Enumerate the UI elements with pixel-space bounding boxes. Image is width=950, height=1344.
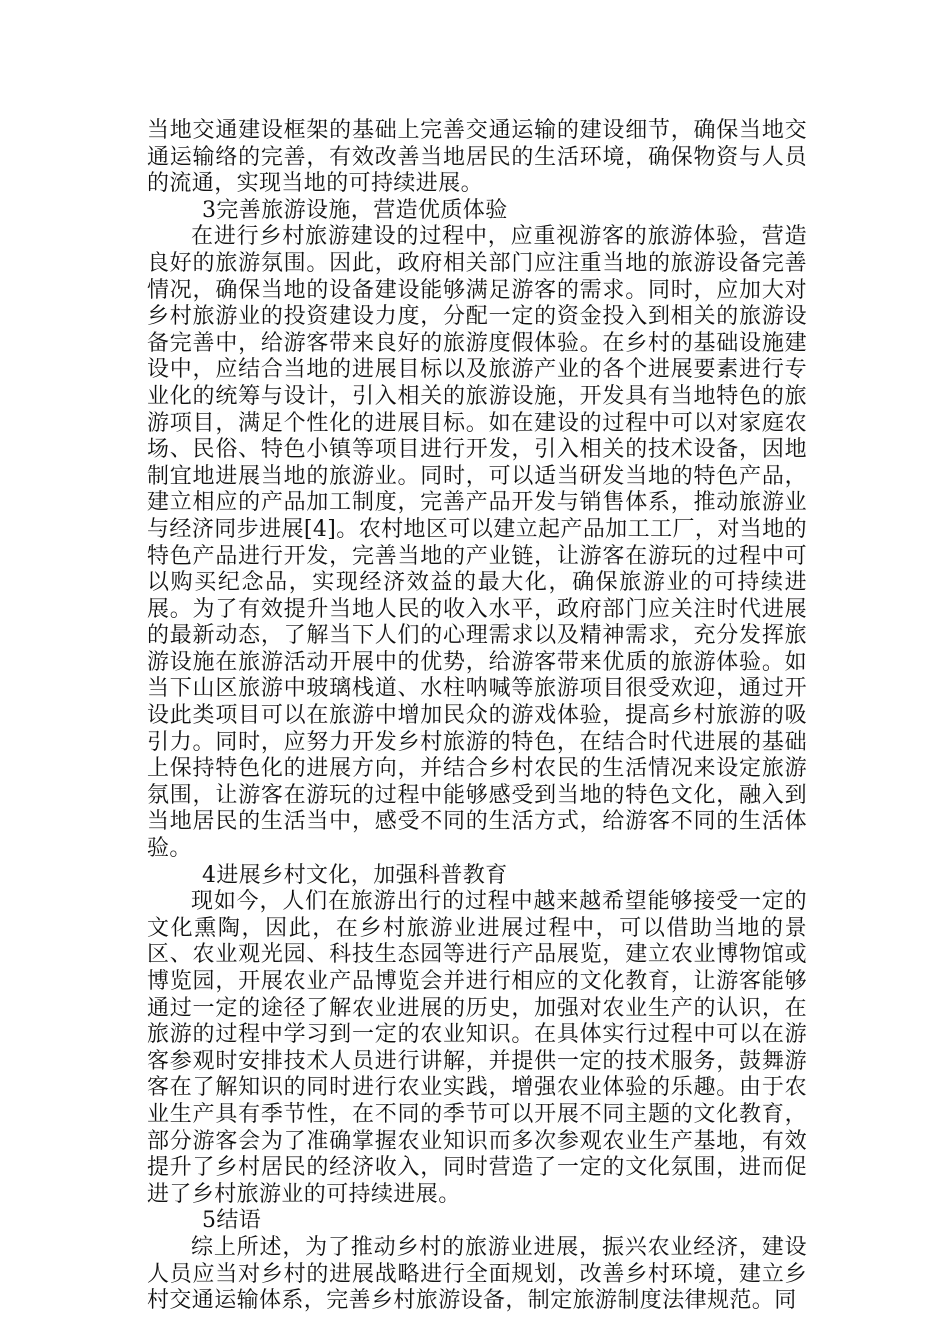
document-body: [147, 118, 807, 1315]
section-heading-5: 5结语: [202, 1208, 262, 1234]
paragraph-transport-continued: 当地交通建设框架的基础上完善交通运输的建设细节，确保当地交通运输络的完善，有效改善当地居民的生活环境，确保物资与人员的流通，实现当地的可持续进展。: [147, 118, 807, 197]
section-heading-4: 4进展乡村文化，加强科普教育: [202, 862, 508, 888]
paragraph-tourism-facilities: 在进行乡村旅游建设的过程中，应重视游客的旅游体验，营造良好的旅游氛围。因此，政府相关部门应注重当地的旅游设备完善情况，确保当地的设备建设能够满足游客的需求。同时，应加大对乡村旅游业的投资建设力度，分配一定的资金投入到相关的旅游设备完善中，给游客带来良好的旅游度假体验。在乡村的基础设施建设中，应结合当地的进展目标以及旅游产业的各个进展要素进行专业化的统筹与设计，引入相关的旅游设施，开发具有当地特色的旅游项目，满足个性化的进展目标。如在建设的过程中可以对家庭农场、民俗、特色小镇等项目进行开发，引入相关的技术设备，因地制宜地进展当地的旅游业。同时，可以适当研发当地的特色产品，建立相应的产品加工制度，完善产品开发与销售体系，推动旅游业与经济同步进展[4]。农村地区可以建立起产品加工工厂，对当地的特色产品进行开发，完善当地的产业链，让游客在游玩的过程中可以购买纪念品，实现经济效益的最大化，确保旅游业的可持续进展。为了有效提升当地人民的收入水平，政府部门应关注时代进展的最新动态，了解当下人们的心理需求以及精神需求，充分发挥旅游设施在旅游活动开展中的优势，给游客带来优质的旅游体验。如当下山区旅游中玻璃栈道、水柱呐喊等旅游项目很受欢迎，通过开设此类项目可以在旅游中增加民众的游戏体验，提高乡村旅游的吸引力。同时，应努力开发乡村旅游的特色，在结合时代进展的基础上保持特色化的进展方向，并结合乡村农民的生活情况来设定旅游氛围，让游客在游玩的过程中能够感受到当地的特色文化，融入到当地居民的生活当中，感受不同的生活方式，给游客不同的生活体验。: [147, 224, 807, 862]
paragraph-rural-culture: 现如今，人们在旅游出行的过程中越来越希望能够接受一定的文化熏陶，因此，在乡村旅游业进展过程中，可以借助当地的景区、农业观光园、科技生态园等进行产品展览，建立农业博物馆或博览园，开展农业产品博览会并进行相应的文化教育，让游客能够通过一定的途径了解农业进展的历史，加强对农业生产的认识，在旅游的过程中学习到一定的农业知识。在具体实行过程中可以在游客参观时安排技术人员进行讲解，并提供一定的技术服务，鼓舞游客在了解知识的同时进行农业实践，增强农业体验的乐趣。由于农业生产具有季节性，在不同的季节可以开展不同主题的文化教育，部分游客会为了准确掌握农业知识而多次参观农业生产基地，有效提升了乡村居民的经济收入，同时营造了一定的文化氛围，进而促进了乡村旅游业的可持续进展。: [147, 889, 807, 1207]
section-heading-3: 3完善旅游设施，营造优质体验: [202, 197, 508, 223]
paragraph-conclusion: 综上所述，为了推动乡村的旅游业进展，振兴农业经济，建设人员应当对乡村的进展战略进行全面规划，改善乡村环境，建立乡村交通运输体系，完善乡村旅游设备，制定旅游制度法律规范。同: [147, 1234, 807, 1314]
